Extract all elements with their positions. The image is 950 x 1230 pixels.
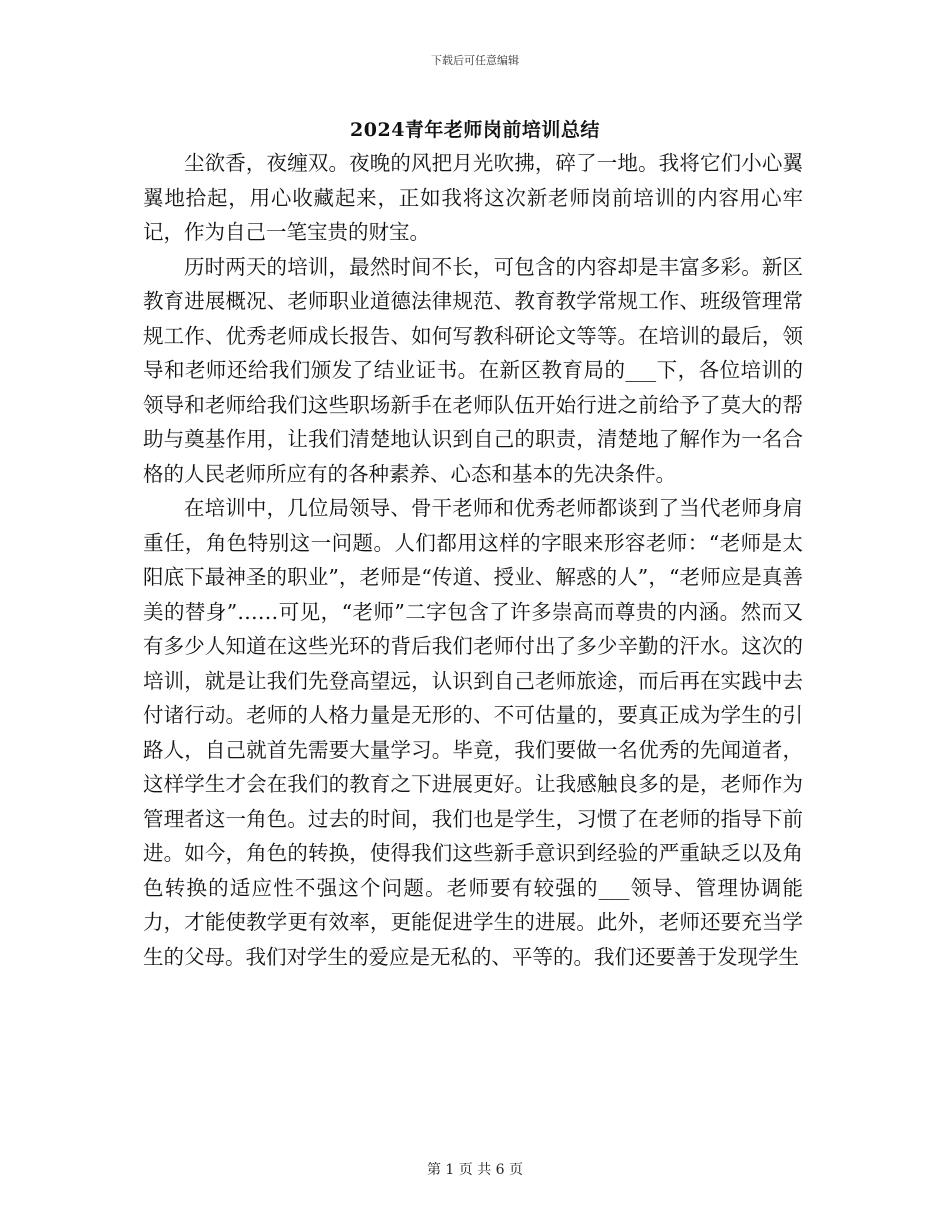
document-body <box>143 146 803 974</box>
paragraph: 尘欲香，夜缠双。夜晚的风把月光吹拂，碎了一地。我将它们小心翼翼地拾起，用心收藏起来，正如我将这次新老师岗前培训的内容用心牢记，作为自己一笔宝贵的财宝。 <box>143 151 803 244</box>
page-header-note: 下载后可任意编辑 <box>431 54 519 67</box>
document-title: 2024青年老师岗前培训总结 <box>350 119 600 141</box>
paragraph: 历时两天的培训，最然时间不长，可包含的内容却是丰富多彩。新区教育进展概况、老师职业道德法律规范、教育教学常规工作、班级管理常规工作、优秀老师成长报告、如何写教科研论文等等。在培训的最后，领导和老师还给我们颁发了结业证书。在新区教育局的___下，各位培训的领导和老师给我们这些职场新手在老师队伍开始行进之前给予了莫大的帮助与奠基作用，让我们清楚地认识到自己的职责，清楚地了解作为一名合格的人民老师所应有的各种素养、心态和基本的先决条件。 <box>143 254 803 486</box>
paragraph: 在培训中，几位局领导、骨干老师和优秀老师都谈到了当代老师身肩重任，角色特别这一问题。人们都用这样的字眼来形容老师：“老师是太阳底下最神圣的职业”，老师是“传道、授业、解惑的人”，“老师应是真善美的替身”……可见，“老师”二字包含了许多崇高而尊贵的内涵。然而又有多少人知道在这些光环的背后我们老师付出了多少辛勤的汗水。这次的培训，就是让我们先登高望远，认识到自己老师旅途，而后再在实践中去付诸行动。老师的人格力量是无形的、不可估量的，要真正成为学生的引路人，自己就首先需要大量学习。毕竟，我们要做一名优秀的先闻道者，这样学生才会在我们的教育之下进展更好。让我感触良多的是，老师作为管理者这一角色。过去的时间，我们也是学生，习惯了在老师的指导下前进。如今，角色的转换，使得我们这些新手意识到经验的严重缺乏以及角色转换的适应性不强这个问题。老师要有较强的___领导、管理协调能力，才能使教学更有效率，更能促进学生的进展。此外，老师还要充当学生的父母。我们对学生的爱应是无私的、平等的。我们还要善于发现学生 <box>143 496 803 969</box>
page-footer-number: 第 1 页 共 6 页 <box>426 1162 524 1178</box>
